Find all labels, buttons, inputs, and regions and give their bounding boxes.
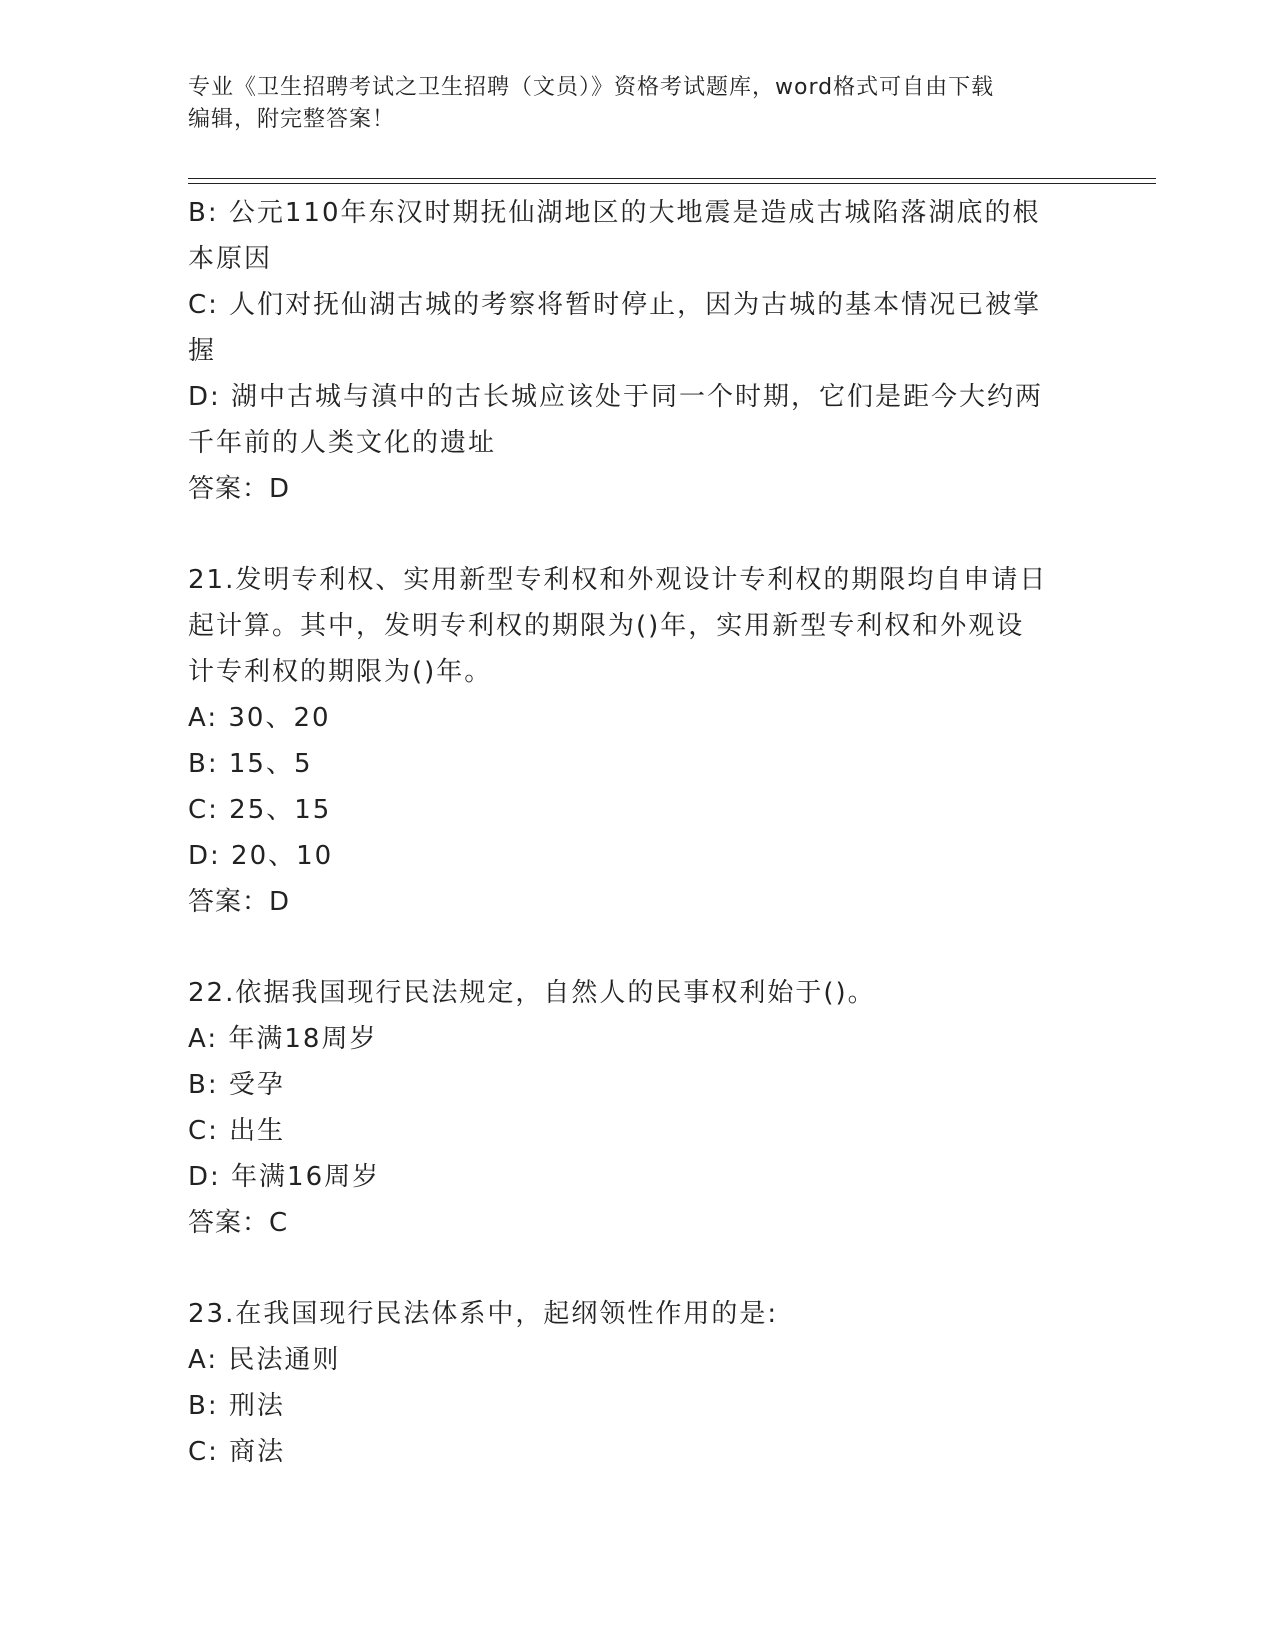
- question-21-answer: 答案：D: [188, 887, 291, 917]
- document-header: [188, 72, 1088, 136]
- header-title-line-1: 专业《卫生招聘考试之卫生招聘（文员）》资格考试题库，word格式可自由下载: [188, 75, 995, 100]
- question-21-option-a: A: 30、20: [188, 703, 331, 733]
- header-divider-top: [188, 178, 1156, 179]
- question-21-option-c: C: 25、15: [188, 795, 332, 825]
- question-21-option-b: B: 15、5: [188, 749, 313, 779]
- question-spacer: [188, 925, 1088, 970]
- question-22-option-c: C: 出生: [188, 1116, 286, 1146]
- question-23-option-c: C: 商法: [188, 1437, 286, 1467]
- option-b-line-1: B: 公元110年东汉时期抚仙湖地区的大地震是造成古城陷落湖底的根: [188, 198, 1041, 228]
- header-title-line-2: 编辑，附完整答案！: [188, 107, 396, 132]
- question-22-option-b: B: 受孕: [188, 1070, 285, 1100]
- question-22-stem-line-1: 22.依据我国现行民法规定，自然人的民事权利始于()。: [188, 978, 876, 1008]
- question-21-stem-line-1: 21.发明专利权、实用新型专利权和外观设计专利权的期限均自申请日: [188, 565, 1048, 595]
- option-c-line-1: C: 人们对抚仙湖古城的考察将暂时停止，因为古城的基本情况已被掌: [188, 290, 1042, 320]
- question-21-block: [188, 557, 1088, 925]
- question-content: [188, 190, 1088, 1475]
- question-21-stem-line-2: 起计算。其中，发明专利权的期限为()年，实用新型专利权和外观设: [188, 611, 1025, 641]
- question-22-answer: 答案：C: [188, 1208, 289, 1238]
- answer-label: 答案：D: [188, 474, 291, 504]
- previous-question-block: [188, 190, 1088, 512]
- question-22-option-a: A: 年满18周岁: [188, 1024, 378, 1054]
- question-23-option-b: B: 刑法: [188, 1391, 285, 1421]
- question-21-option-d: D: 20、10: [188, 841, 334, 871]
- question-21-stem-line-3: 计专利权的期限为()年。: [188, 657, 493, 687]
- option-c-line-2: 握: [188, 336, 217, 366]
- option-b-line-2: 本原因: [188, 244, 273, 274]
- question-spacer: [188, 1246, 1088, 1291]
- question-22-block: [188, 970, 1088, 1246]
- question-23-option-a: A: 民法通则: [188, 1345, 341, 1375]
- question-23-stem-line-1: 23.在我国现行民法体系中，起纲领性作用的是:: [188, 1299, 779, 1329]
- question-22-option-d: D: 年满16周岁: [188, 1162, 381, 1192]
- header-divider-bottom: [188, 183, 1156, 184]
- question-spacer: [188, 512, 1088, 557]
- question-23-block: [188, 1291, 1088, 1475]
- option-d-line-1: D: 湖中古城与滇中的古长城应该处于同一个时期，它们是距今大约两: [188, 382, 1044, 412]
- option-d-line-2: 千年前的人类文化的遗址: [188, 428, 497, 458]
